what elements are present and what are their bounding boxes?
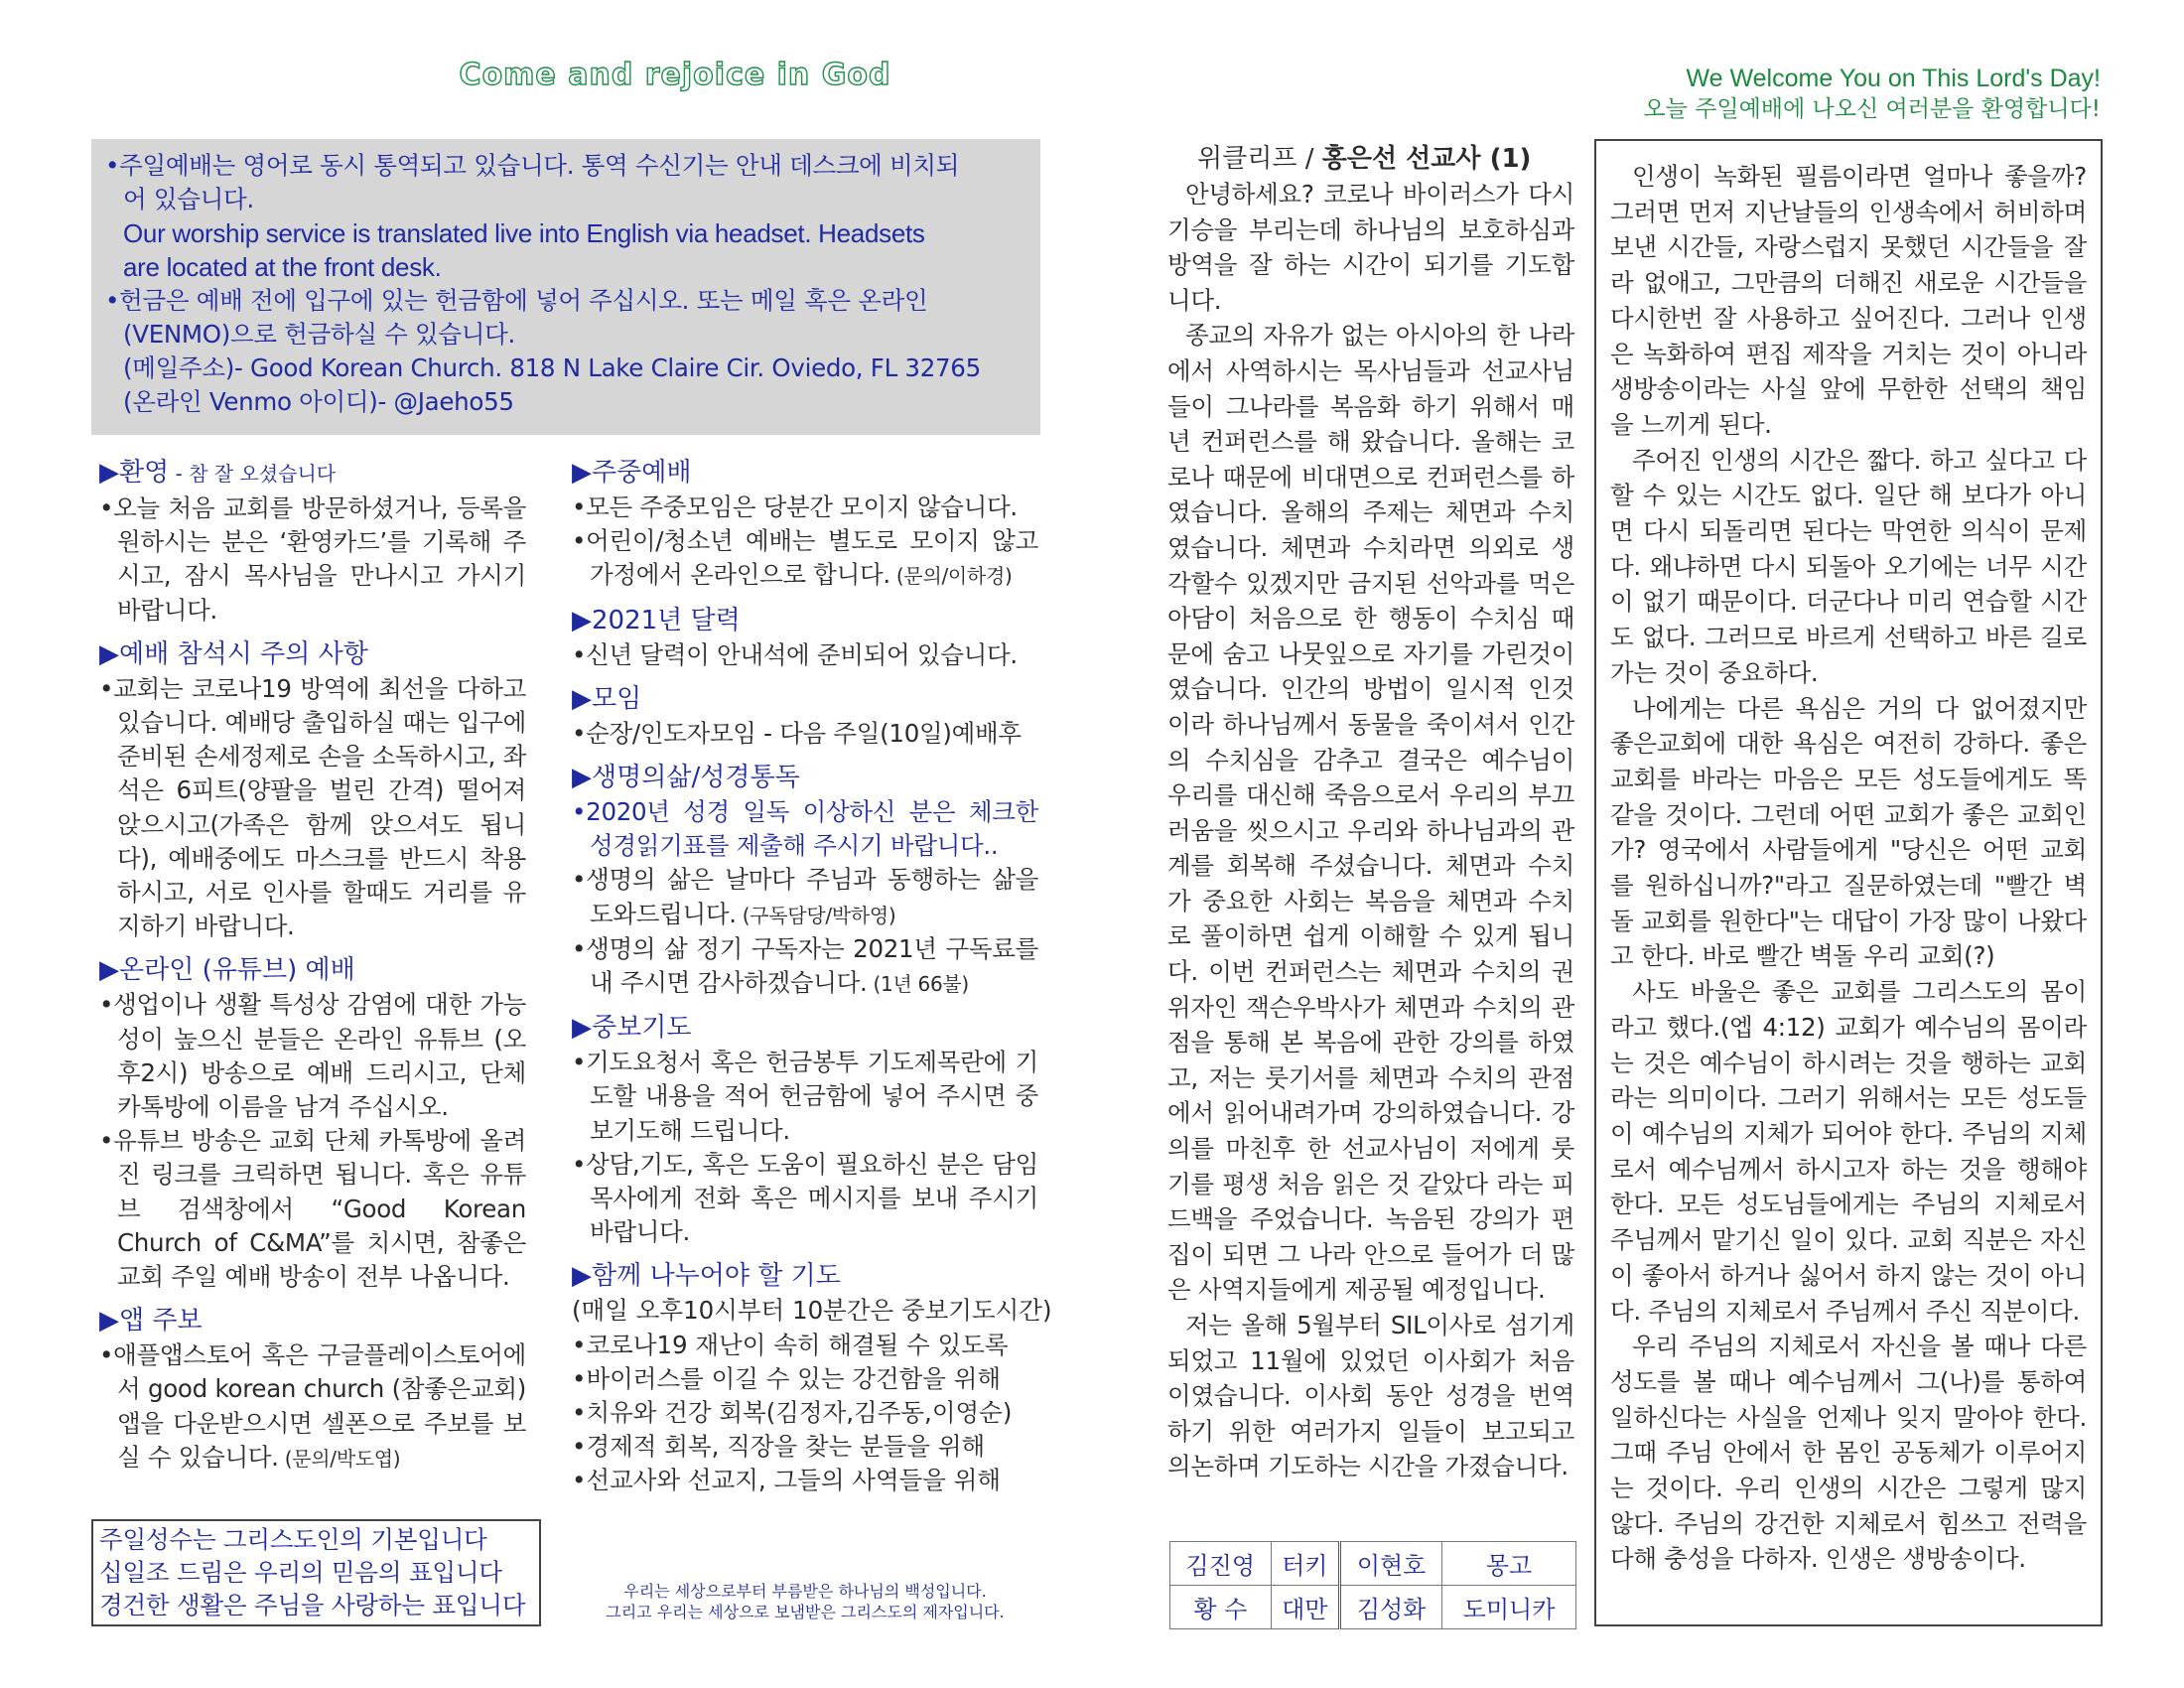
intercession-body-1: •기도요청서 혹은 헌금봉투 기도제목란에 기도할 내용을 적어 헌금함에 넣어 주시면 중보기도해 드립니다.	[572, 1048, 1038, 1145]
motto-box	[91, 1519, 541, 1626]
intercession-body-2: •상담,기도, 혹은 도움이 필요하신 분은 담임 목사에게 전화 혹은 메시지를 보내 주시기 바랍니다.	[572, 1149, 1038, 1247]
mail-address: (메일주소)- Good Korean Church. 818 N Lake Claire Cir. Oviedo, FL 32765	[123, 353, 981, 382]
missionary-table	[1169, 1541, 1576, 1629]
app-bulletin-contact: (문의/박도엽)	[278, 1446, 401, 1471]
essay-paragraph: 인생이 녹화된 필름이라면 얼마나 좋을까? 그러면 먼저 지난날들의 인생속에서 허비하며 보낸 시간들, 자랑스럽지 못했던 시간들을 잘라 없애고, 그만큼의 더해진 새로운 시간들을 다시한번 잘 사용하고 싶어진다. 그러나 인생은 녹화하여 편집 제작을 거치는 것이 아니라 생방송이라는 사실 앞에 무한한 선택의 책임을 느끼게 된다.	[1610, 162, 2087, 439]
translation-notice-cont: 어 있습니다.	[123, 185, 254, 213]
blessing-line-1: 우리는 세상으로부터 부름받은 하나님의 백성입니다.	[623, 1582, 987, 1601]
shared-prayer-item: •선교사와 선교지, 그들의 사역들을 위해	[572, 1466, 1002, 1495]
shared-prayer-item: •바이러스를 이길 수 있는 강건함을 위해	[572, 1363, 1002, 1393]
welcome-body: •오늘 처음 교회를 방문하셨거나, 등록을 원하시는 분은 ‘환영카드’를 기록해 주시고, 잠시 목사님을 만나시고 가시기 바랍니다.	[99, 493, 526, 625]
missionary-country: 터키	[1271, 1542, 1340, 1586]
venmo-id: (온라인 Venmo 아이디)- @Jaeho55	[123, 387, 514, 416]
missionary-name: 김성화	[1340, 1586, 1442, 1629]
bible-reading-body-1: •2020년 성경 일독 이상하신 분은 체크한 성경읽기표를 제출해 주시기 바랍니다..	[572, 797, 1038, 861]
mission-letter-paragraph: 안녕하세요? 코로나 바이러스가 다시 기승을 부리는데 하나님의 보호하심과 방역을 잘 하는 시간이 되기를 기도합니다.	[1167, 180, 1574, 315]
welcome-subtitle: - 참 잘 오셨습니다	[169, 462, 337, 486]
shared-prayer-item: •경제적 회복, 직장을 찾는 분들을 위해	[572, 1432, 986, 1462]
bible-reading-body-3	[572, 932, 1038, 1001]
service-info-box	[91, 139, 1040, 435]
pastor-essay-box	[1594, 139, 2103, 1626]
missionary-country: 도미니카	[1442, 1586, 1576, 1629]
app-bulletin-body	[99, 1338, 526, 1476]
missionary-country: 대만	[1271, 1586, 1340, 1629]
midweek-body-2	[572, 524, 1038, 593]
mission-letter-title	[1167, 141, 1574, 177]
missionary-country: 몽고	[1442, 1542, 1576, 1586]
welcome-english: We Welcome You on This Lord's Day!	[1686, 65, 2101, 92]
app-bulletin-text: •애플앱스토어 혹은 구글플레이스토어에서 good korean church (참좋은교회) 앱을 다운받으시면 셀폰으로 주보를 보실 수 있습니다.	[99, 1340, 526, 1472]
section-shared-prayer-title: ▶함께 나누어야 할 기도	[572, 1261, 841, 1292]
meeting-body: •순장/인도자모임 - 다음 주일(10일)예배후	[572, 718, 1022, 748]
section-app-bulletin-title: ▶앱 주보	[99, 1306, 203, 1336]
table-row	[1170, 1542, 1576, 1586]
missionary-name: 김진영	[1170, 1542, 1272, 1586]
bible-reading-contact-3: (1년 66불)	[867, 972, 969, 997]
motto-line-2: 십일조 드림은 우리의 믿음의 표입니다	[99, 1558, 502, 1587]
table-row	[1170, 1586, 1576, 1629]
bible-reading-body-3-text: •생명의 삶 정기 구독자는 2021년 구독료를 내 주시면 감사하겠습니다.	[572, 933, 1038, 998]
announcements-column-2	[572, 455, 1052, 1498]
bible-reading-body-2	[572, 863, 1038, 931]
shared-prayer-item: •코로나19 재난이 속히 해결될 수 있도록	[572, 1330, 1009, 1359]
welcome-title: ▶환영	[99, 458, 170, 488]
translation-notice-english: Our worship service is translated live into English via headset. Headsets	[123, 218, 925, 248]
section-midweek-title: ▶주중예배	[572, 458, 692, 488]
bible-reading-contact-2: (구독담당/박하영)	[736, 903, 896, 927]
section-meeting-title: ▶모임	[572, 683, 642, 714]
midweek-body-2-text: •어린이/청소년 예배는 별도로 모이지 않고 가정에서 온라인으로 합니다.	[572, 526, 1038, 590]
offering-notice: •헌금은 예배 전에 입구에 있는 헌금함에 넣어 주십시오. 또는 메일 혹은 온라인	[105, 286, 928, 315]
motto-line-1: 주일성수는 그리스도인의 기본입니다	[99, 1525, 487, 1554]
shared-prayer-item: •치유와 건강 회복(김정자,김주동,이영순)	[572, 1398, 1013, 1428]
section-worship-notice-title: ▶예배 참석시 주의 사항	[99, 638, 368, 669]
mission-letter-author: 홍은선 선교사 (1)	[1321, 144, 1532, 174]
mission-letter-column	[1167, 141, 1574, 1484]
welcome-korean: 오늘 주일예배에 나오신 여러분을 환영합니다!	[1643, 96, 2101, 122]
blessing-footer	[572, 1581, 1038, 1622]
mission-letter-org: 위클리프 /	[1197, 144, 1322, 174]
midweek-contact: (문의/이하경)	[889, 564, 1013, 589]
shared-prayer-note: (매일 오후10시부터 10분간은 중보기도시간)	[572, 1296, 1052, 1326]
welcome-header	[1643, 64, 2101, 125]
mission-letter-paragraph: 종교의 자유가 없는 아시아의 한 나라에서 사역하시는 목사님들과 선교사님들이 그나라를 복음화 하기 위해서 매년 컨퍼런스를 해 왔습니다. 올해는 코로나 때문에 비대면으로 컨퍼런스를 하였습니다. 올해의 주제는 체면과 수치였습니다. 체면과 수치라면 의외로 생각할수 있겠지만 금지된 선악과를 먹은 아담이 처음으로 한 행동이 수치심 때문에 숨고 나뭇잎으로 자기를 가린것이였습니다. 인간의 방법이 일시적 인것이라 하나님께서 동물을 죽이셔서 인간의 수치심을 감추고 결국은 예수님이 우리를 대신해 죽음으로서 우리의 부끄러움을 씻으시고 우리와 하나님과의 관계를 회복해 주셨습니다. 체면과 수치가 중요한 사회는 복음을 체면과 수치로 풀이하면 쉽게 이해할 수 있게 됩니다. 이번 컨퍼런스는 체면과 수치의 권위자인 잭슨우박사가 체면과 수치의 관점을 통해 본 복음에 관한 강의를 하였고, 저는 룻기서를 체면과 수치의 관점에서 읽어내려가며 강의하였습니다. 강의를 마친후 한 선교사님이 저에게 룻기를 평생 처음 읽은 것 같았다 라는 피드백을 주었습니다. 녹음된 강의가 편집이 되면 그 나라 안으로 들어가 더 많은 사역지들에게 제공될 예정입니다.	[1167, 321, 1574, 1305]
online-worship-body-1: •생업이나 생활 특성상 감염에 대한 가능성이 높으신 분들은 온라인 유튜브 (오후2시) 방송으로 예배 드리시고, 단체 카톡방에 이름을 남겨 주십시오.	[99, 990, 526, 1122]
section-bible-reading-title: ▶생명의삶/성경통독	[572, 763, 800, 793]
offering-notice-cont: (VENMO)으로 헌금하실 수 있습니다.	[123, 320, 515, 349]
essay-paragraph: 나에게는 다른 욕심은 거의 다 없어졌지만 좋은교회에 대한 욕심은 여전히 강하다. 좋은 교회를 바라는 마음은 모든 성도들에게도 똑같을 것이다. 그런데 어떤 교회가 좋은 교회인가? 영국에서 사람들에게 "당신은 어떤 교회를 원하십니까?"라고 질문하였는데 "빨간 벽돌 교회를 원한다"는 대답이 가장 많이 나왔다고 한다. 바로 빨간 벽돌 우리 교회(?)	[1610, 693, 2087, 971]
translation-notice: •주일예배는 영어로 동시 통역되고 있습니다. 통역 수신기는 안내 데스크에 비치되	[105, 151, 960, 180]
worship-notice-body: •교회는 코로나19 방역에 최선을 다하고 있습니다. 예배당 출입하실 때는 입구에 준비된 손세정제로 손을 소독하시고, 좌석은 6피트(양팔을 벌린 간격) 떨어져 앉으시고(가족은 함께 앉으셔도 됩니다), 예배중에도 마스크를 반드시 착용하시고, 서로 인사를 할때도 거리를 유지하기 바랍니다.	[99, 673, 526, 941]
online-worship-body-2: •유튜브 방송은 교회 단체 카톡방에 올려진 링크를 크릭하면 됩니다. 혹은 유튜브 검색창에서 “Good Korean Church of C&MA”를 치시면, 참좋은교회 주일 예배 방송이 전부 나옵니다.	[99, 1126, 526, 1292]
midweek-body-1: •모든 주중모임은 당분간 모이지 않습니다.	[572, 492, 1018, 521]
motto-line-3: 경건한 생활은 주님을 사랑하는 표입니다	[99, 1591, 526, 1619]
bible-reading-body-2-text: •생명의 삶은 날마다 주님과 동행하는 삶을 도와드립니다.	[572, 865, 1038, 928]
section-calendar-title: ▶2021년 달력	[572, 605, 741, 635]
mission-letter-paragraph: 저는 올해 5월부터 SIL이사로 섬기게 되었고 11월에 있었던 이사회가 처음이였습니다. 이사회 동안 성경을 번역하기 위한 여러가지 일들이 보고되고 의논하며 기도하는 시간을 가졌습니다.	[1167, 1311, 1574, 1481]
translation-notice-english-cont: are located at the front desk.	[123, 252, 442, 282]
calendar-body: •신년 달력이 안내석에 준비되어 있습니다.	[572, 639, 1018, 669]
section-online-worship-title: ▶온라인 (유튜브) 예배	[99, 955, 355, 986]
section-intercession-title: ▶중보기도	[572, 1013, 692, 1044]
essay-paragraph: 주어진 인생의 시간은 짧다. 하고 싶다고 다 할 수 있는 시간도 없다. 일단 해 보다가 아니면 다시 되돌리면 된다는 막연한 의식이 문제다. 왜냐하면 다시 되돌아 오기에는 너무 시간이 없기 때문이다. 더군다나 미리 연습할 시간도 없다. 그러므로 바르게 선택하고 바른 길로 가는 것이 중요하다.	[1610, 445, 2087, 687]
section-welcome-title	[99, 455, 526, 492]
missionary-name: 이현호	[1340, 1542, 1442, 1586]
blessing-line-2: 그리고 우리는 세상으로 보냄받은 그리스도의 제자입니다.	[606, 1603, 1005, 1621]
essay-paragraph: 우리 주님의 지체로서 자신을 볼 때나 다른 성도를 볼 때나 예수님께서 그(나)를 통하여 일하신다는 사실을 언제나 잊지 말아야 한다. 그때 주님 안에서 한 몸인 공동체가 이루어지는 것이다. 우리 인생의 시간은 그렇게 많지 않다. 주님의 강건한 지체로서 힘쓰고 전력을 다해 충성을 다하자. 인생은 생방송이다.	[1610, 1332, 2087, 1574]
missionary-name: 황 수	[1170, 1586, 1272, 1629]
essay-paragraph: 사도 바울은 좋은 교회를 그리스도의 몸이라고 했다.(엡 4:12) 교회가 예수님의 몸이라는 것은 예수님이 하시려는 것을 행하는 교회라는 의미이다. 그러기 위해서는 모든 성도들이 예수님의 지체가 되어야 한다. 주님의 지체로서 예수님께서 하시고자 하는 것을 행해야 한다. 모든 성도님들에게는 주님의 지체로서 주님께서 맡기신 일이 있다. 교회 직분은 자신이 좋아서 하거나 싫어서 하지 않는 것이 아니다. 주님의 지체로서 주님께서 주신 직분이다.	[1610, 977, 2087, 1326]
announcements-column-1	[99, 455, 526, 1476]
bulletin-motto-title: Come and rejoice in God	[459, 58, 891, 92]
